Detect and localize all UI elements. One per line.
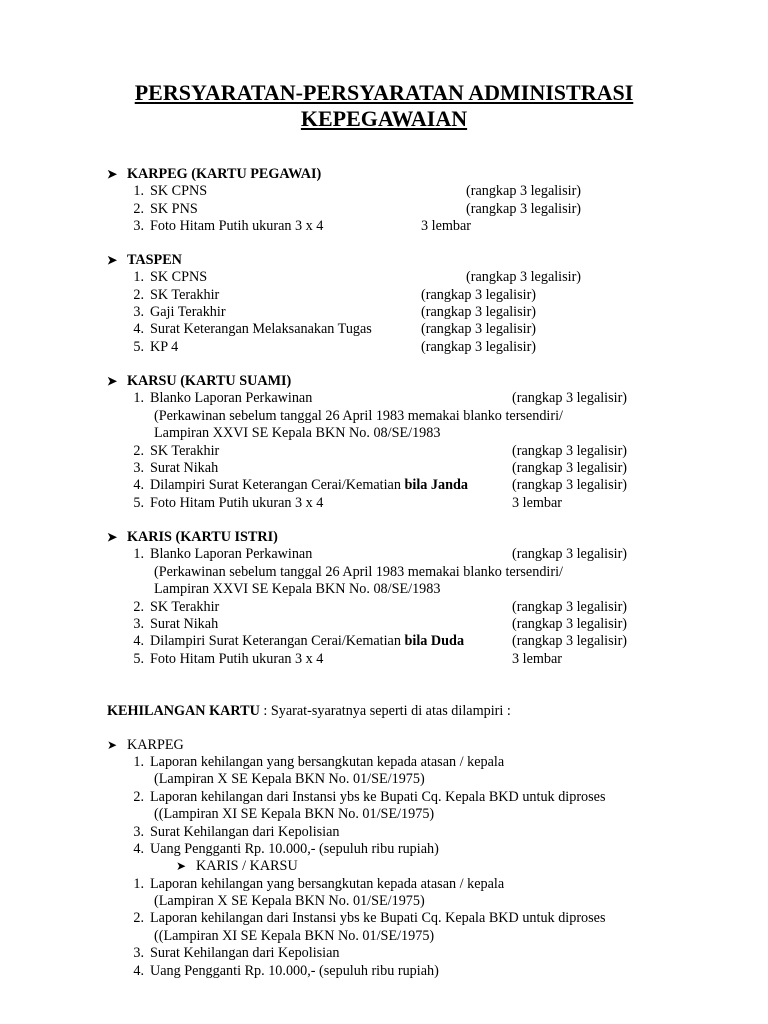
section-karis bbox=[107, 529, 278, 546]
list-item-subline: ((Lampiran XI SE Kepala BKN No. 01/SE/1975) bbox=[154, 806, 435, 822]
section-heading: TASPEN bbox=[127, 252, 182, 268]
list-item: 1. Blanko Laporan Perkawinan bbox=[133, 546, 313, 562]
section-heading: KARIS / KARSU bbox=[196, 858, 298, 874]
section-karpeg bbox=[107, 166, 321, 183]
section-heading: KARPEG (KARTU PEGAWAI) bbox=[127, 166, 322, 182]
list-item: 2. SK Terakhir bbox=[133, 599, 220, 615]
list-item: 4. Dilampiri Surat Keterangan Cerai/Kematian bila Janda bbox=[133, 477, 468, 493]
section-lost-karpeg bbox=[107, 737, 184, 754]
item-note: (rangkap 3 legalisir) bbox=[466, 201, 582, 217]
list-item: 2. Laporan kehilangan dari Instansi ybs ke Bupati Cq. Kepala BKD untuk diproses bbox=[133, 789, 606, 805]
list-item-subline: (Perkawinan sebelum tanggal 26 April 1983 memakai blanko tersendiri/ bbox=[154, 408, 563, 424]
item-note: 3 lembar bbox=[421, 218, 472, 234]
arrow-bullet-icon: ➤ bbox=[107, 530, 118, 544]
section-karsu bbox=[107, 373, 291, 390]
list-item-subline: (Lampiran X SE Kepala BKN No. 01/SE/1975) bbox=[154, 771, 425, 787]
list-item: 5. KP 4 bbox=[133, 339, 179, 355]
lost-card-intro: KEHILANGAN KARTU : Syarat-syaratnya seperti di atas dilampiri : bbox=[107, 703, 511, 719]
list-item: 4. Uang Pengganti Rp. 10.000,- (sepuluh ribu rupiah) bbox=[133, 963, 439, 979]
list-item-subline: Lampiran XXVI SE Kepala BKN No. 08/SE/1983 bbox=[154, 425, 441, 441]
section-lost-karis-karsu bbox=[176, 858, 298, 875]
list-item-subline: (Lampiran X SE Kepala BKN No. 01/SE/1975) bbox=[154, 893, 425, 909]
list-item-subline: Lampiran XXVI SE Kepala BKN No. 08/SE/1983 bbox=[154, 581, 441, 597]
list-item: 1. SK CPNS bbox=[133, 183, 208, 199]
list-item: 3. Foto Hitam Putih ukuran 3 x 4 bbox=[133, 218, 324, 234]
section-taspen bbox=[107, 252, 182, 269]
item-note: (rangkap 3 legalisir) bbox=[421, 321, 537, 337]
list-item: 1. Laporan kehilangan yang bersangkutan kepada atasan / kepala bbox=[133, 876, 505, 892]
section-heading: KARPEG bbox=[127, 737, 184, 753]
list-item: 4. Uang Pengganti Rp. 10.000,- (sepuluh ribu rupiah) bbox=[133, 841, 439, 857]
list-item: 2. SK Terakhir bbox=[133, 443, 220, 459]
list-item: 1. Blanko Laporan Perkawinan bbox=[133, 390, 313, 406]
list-item: 3. Gaji Terakhir bbox=[133, 304, 226, 320]
item-note: (rangkap 3 legalisir) bbox=[466, 269, 582, 285]
list-item: 2. SK PNS bbox=[133, 201, 198, 217]
item-note: 3 lembar bbox=[512, 495, 563, 511]
item-note: (rangkap 3 legalisir) bbox=[466, 183, 582, 199]
list-item: 5. Foto Hitam Putih ukuran 3 x 4 bbox=[133, 651, 324, 667]
item-note: (rangkap 3 legalisir) bbox=[421, 304, 537, 320]
item-note: (rangkap 3 legalisir) bbox=[421, 287, 537, 303]
item-note: (rangkap 3 legalisir) bbox=[512, 616, 628, 632]
arrow-bullet-icon: ➤ bbox=[107, 374, 118, 388]
list-item: 3. Surat Kehilangan dari Kepolisian bbox=[133, 945, 340, 961]
list-item: 4. Dilampiri Surat Keterangan Cerai/Kematian bila Duda bbox=[133, 633, 465, 649]
item-note: (rangkap 3 legalisir) bbox=[512, 546, 628, 562]
list-item: 2. SK Terakhir bbox=[133, 287, 220, 303]
arrow-bullet-icon: ➤ bbox=[107, 253, 118, 267]
item-note: (rangkap 3 legalisir) bbox=[512, 633, 628, 649]
list-item: 1. SK CPNS bbox=[133, 269, 208, 285]
section-heading: KARIS (KARTU ISTRI) bbox=[127, 529, 278, 545]
list-item: 1. Laporan kehilangan yang bersangkutan kepada atasan / kepala bbox=[133, 754, 505, 770]
document-title-line2: KEPEGAWAIAN bbox=[300, 106, 468, 131]
list-item-subline: (Perkawinan sebelum tanggal 26 April 1983 memakai blanko tersendiri/ bbox=[154, 564, 563, 580]
item-note: (rangkap 3 legalisir) bbox=[421, 339, 537, 355]
document-title-line1: PERSYARATAN-PERSYARATAN ADMINISTRASI bbox=[134, 80, 634, 105]
list-item: 3. Surat Kehilangan dari Kepolisian bbox=[133, 824, 340, 840]
list-item-subline: ((Lampiran XI SE Kepala BKN No. 01/SE/1975) bbox=[154, 928, 435, 944]
list-item: 5. Foto Hitam Putih ukuran 3 x 4 bbox=[133, 495, 324, 511]
arrow-bullet-icon: ➤ bbox=[107, 738, 118, 752]
item-note: (rangkap 3 legalisir) bbox=[512, 599, 628, 615]
item-note: (rangkap 3 legalisir) bbox=[512, 477, 628, 493]
list-item: 4. Surat Keterangan Melaksanakan Tugas bbox=[133, 321, 372, 337]
arrow-bullet-icon: ➤ bbox=[176, 859, 187, 873]
section-heading: KARSU (KARTU SUAMI) bbox=[127, 373, 292, 389]
item-note: 3 lembar bbox=[512, 651, 563, 667]
list-item: 2. Laporan kehilangan dari Instansi ybs ke Bupati Cq. Kepala BKD untuk diproses bbox=[133, 910, 606, 926]
list-item: 3. Surat Nikah bbox=[133, 460, 219, 476]
item-note: (rangkap 3 legalisir) bbox=[512, 460, 628, 476]
item-note: (rangkap 3 legalisir) bbox=[512, 443, 628, 459]
list-item: 3. Surat Nikah bbox=[133, 616, 219, 632]
arrow-bullet-icon: ➤ bbox=[107, 167, 118, 181]
item-note: (rangkap 3 legalisir) bbox=[512, 390, 628, 406]
